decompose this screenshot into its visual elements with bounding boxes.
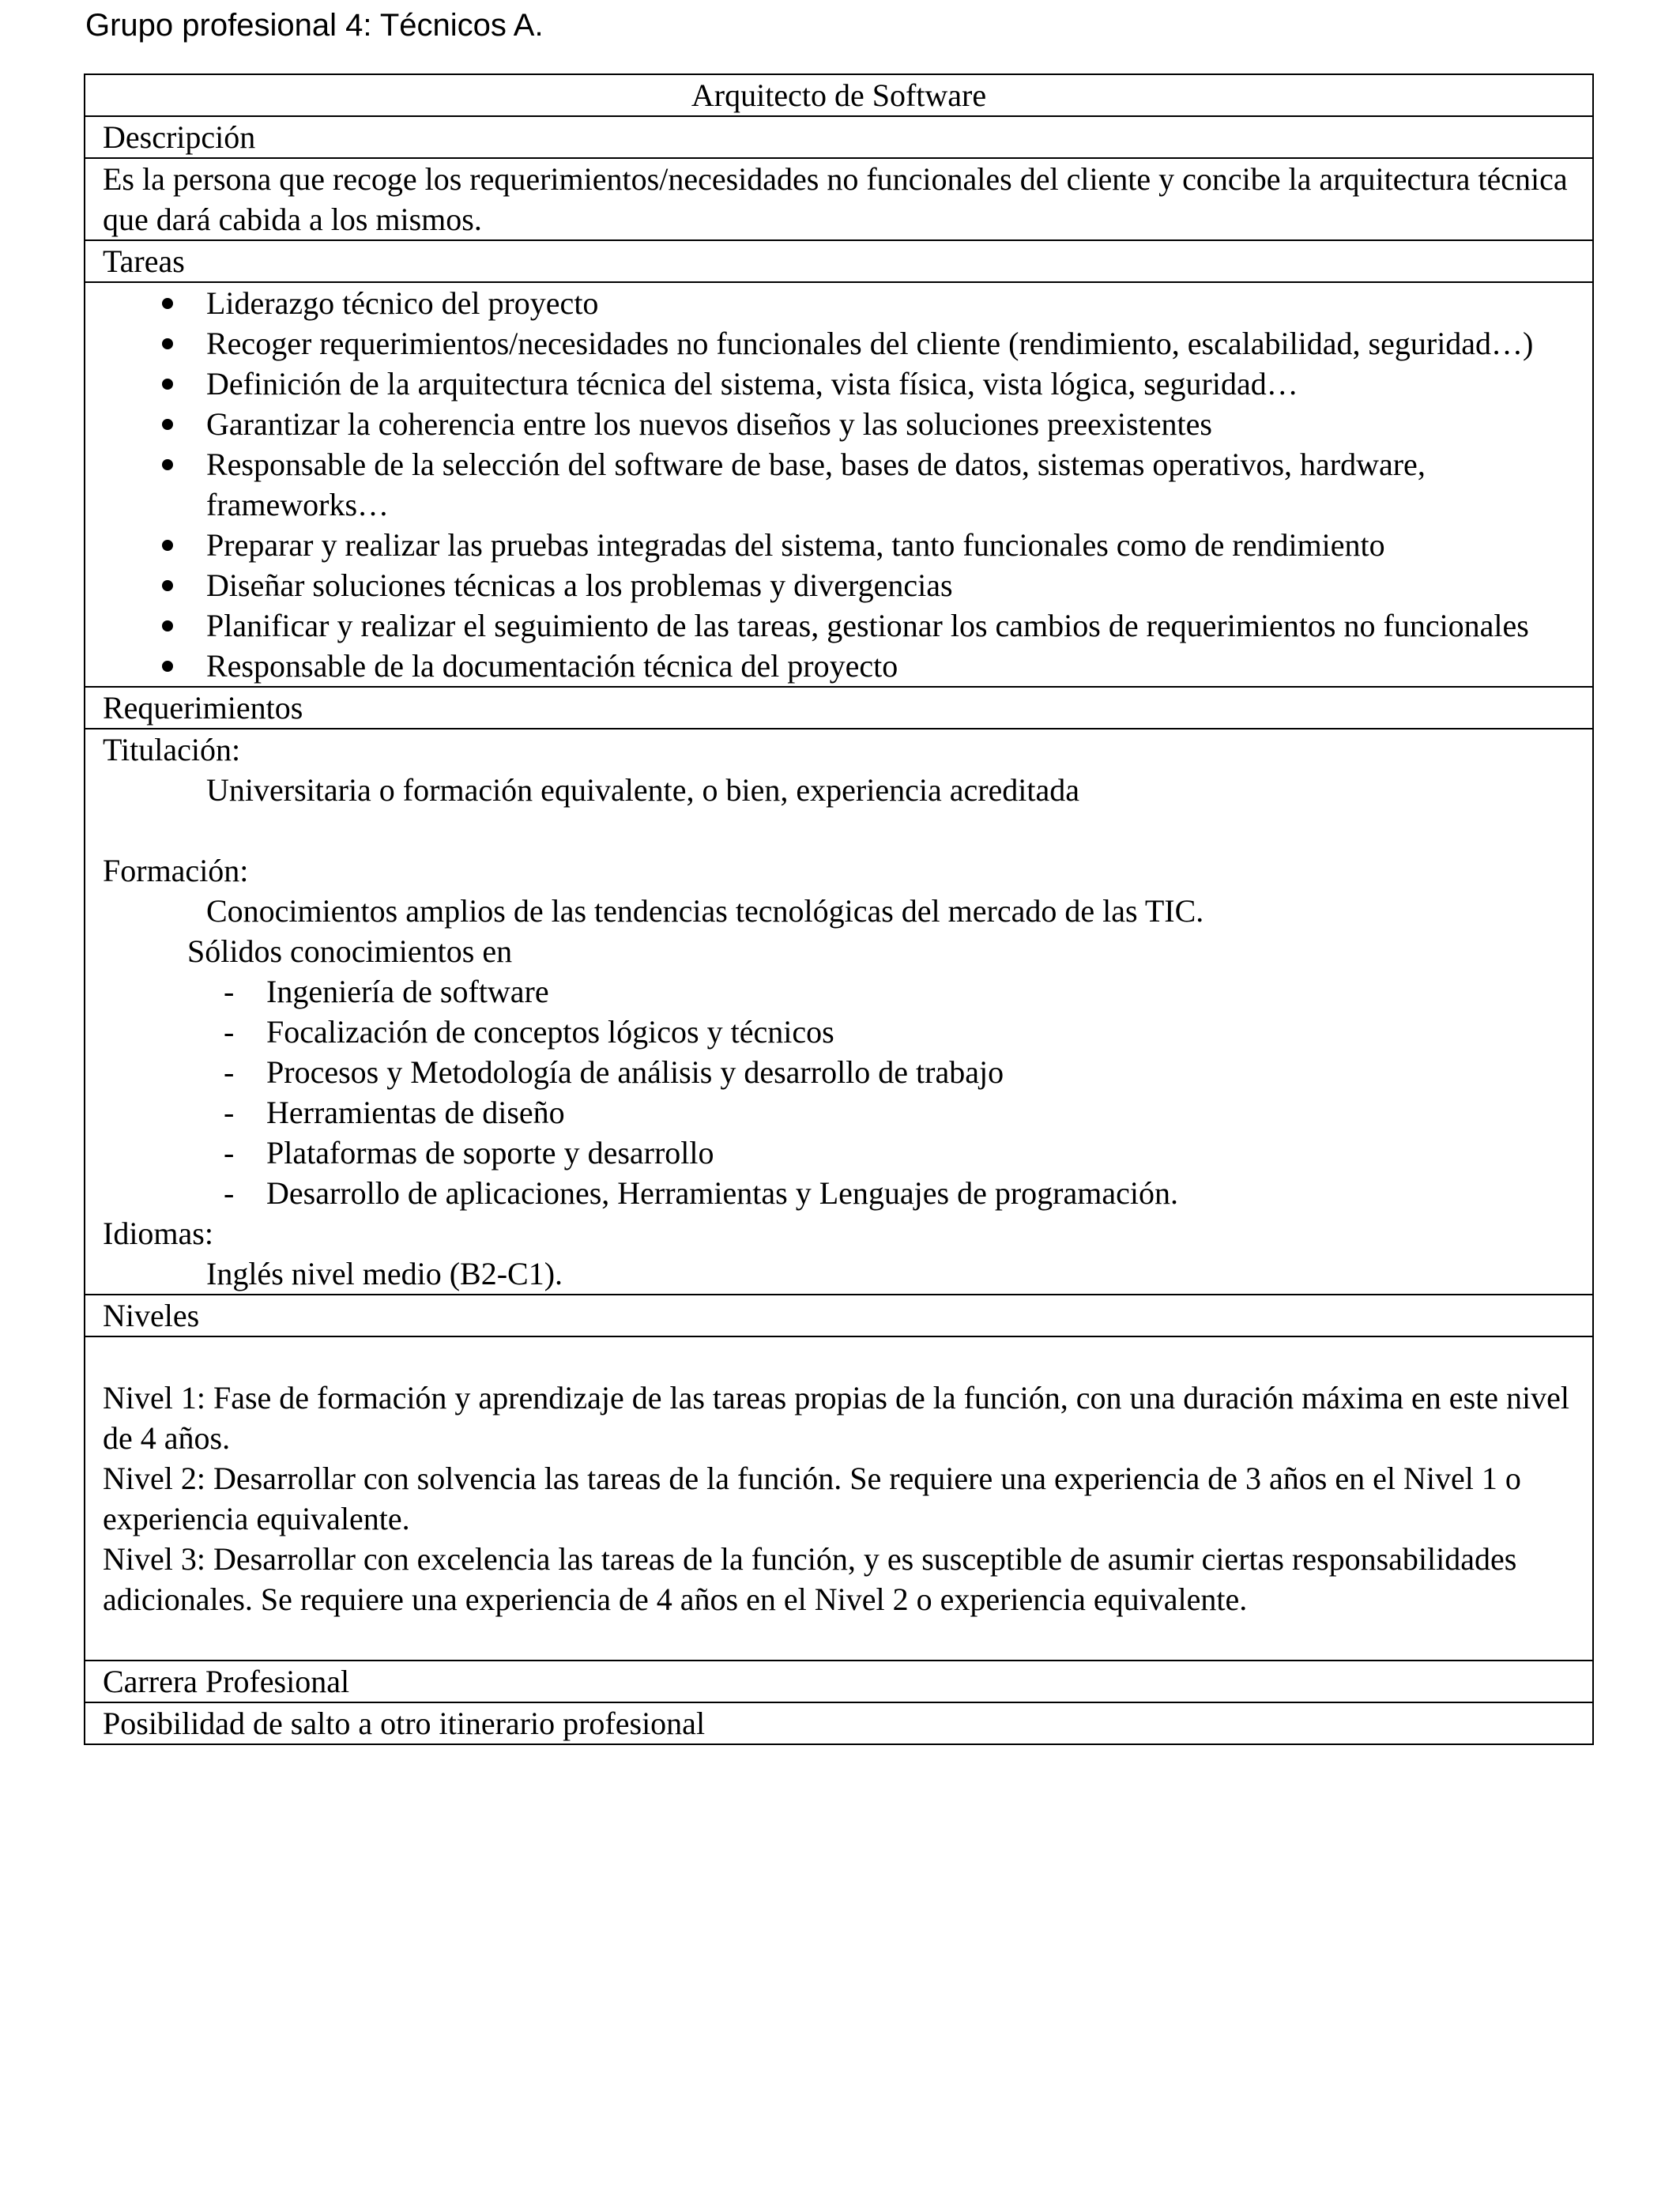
descripcion-text: Es la persona que recoge los requerimientos/necesidades no funcionales del cliente y concibe la arquitectura técnica que dará cabida a los mismos. [103,161,1568,237]
tareas-cell [85,281,1592,686]
dash-marker: - [224,974,235,1009]
descripcion-label: Descripción [85,115,1592,157]
conocimientos-list [103,971,1575,1213]
nivel-text: Nivel 1: Fase de formación y aprendizaje de las tareas propias de la función, con una duración máxima en este nivel de 4 años. [103,1380,1569,1456]
table-title: Arquitecto de Software [691,77,987,113]
spacer [103,810,1575,850]
list-item: Planificar y realizar el seguimiento de las tareas, gestionar los cambios de requerimientos no funcionales [103,605,1575,646]
nivel-text: Nivel 2: Desarrollar con solvencia las tareas de la función. Se requiere una experiencia de 3 años en el Nivel 1 o experiencia equivalente. [103,1461,1521,1536]
page-title: Grupo profesional 4: Técnicos A. [85,8,544,43]
carrera-text: Posibilidad de salto a otro itinerario profesional [85,1702,1592,1744]
tareas-label: Tareas [85,239,1592,281]
list-item: - Ingeniería de software [103,971,1575,1012]
dash-marker: - [224,1175,235,1211]
niveles-label: Niveles [85,1294,1592,1336]
idiomas-text: Inglés nivel medio (B2-C1). [206,1256,563,1291]
list-item: - Plataformas de soporte y desarrollo [103,1133,1575,1173]
solidos-label: Sólidos conocimientos en [187,933,513,969]
bullet-icon [162,580,173,591]
bullet-icon [162,338,173,349]
titulacion-label: Titulación: [103,732,241,767]
bullet-icon [162,419,173,430]
tareas-list [103,283,1575,686]
bullet-icon [162,540,173,551]
bullet-icon [162,620,173,631]
list-item: Recoger requerimientos/necesidades no funcionales del cliente (rendimiento, escalabilidad, seguridad…) [103,323,1575,364]
list-item: - Desarrollo de aplicaciones, Herramientas y Lenguajes de programación. [103,1173,1575,1213]
list-item: Preparar y realizar las pruebas integradas del sistema, tanto funcionales como de rendimiento [103,525,1575,565]
list-item: Responsable de la selección del software de base, bases de datos, sistemas operativos, hardware, frameworks… [103,444,1575,525]
requerimientos-cell [85,728,1592,1294]
list-item: Definición de la arquitectura técnica del sistema, vista física, vista lógica, seguridad… [103,364,1575,404]
bullet-icon [162,661,173,672]
dash-marker: - [224,1054,235,1090]
bullet-icon [162,459,173,470]
dash-marker: - [224,1014,235,1050]
bullet-icon [162,298,173,309]
list-item: - Procesos y Metodología de análisis y desarrollo de trabajo [103,1052,1575,1092]
job-description-table [84,74,1594,1745]
niveles-cell [85,1336,1592,1660]
list-item: - Focalización de conceptos lógicos y técnicos [103,1012,1575,1052]
list-item: Liderazgo técnico del proyecto [103,283,1575,323]
carrera-label: Carrera Profesional [85,1660,1592,1702]
formacion-label: Formación: [103,853,249,888]
list-item: - Herramientas de diseño [103,1092,1575,1133]
nivel-text: Nivel 3: Desarrollar con excelencia las tareas de la función, y es susceptible de asumir ciertas responsabilidades adicionales. Se requiere una experiencia de 4 años en el Nivel 2 o experiencia equivalente. [103,1541,1517,1617]
list-item: Responsable de la documentación técnica del proyecto [103,646,1575,686]
titulacion-text: Universitaria o formación equivalente, o bien, experiencia acreditada [206,772,1080,808]
formacion-text: Conocimientos amplios de las tendencias tecnológicas del mercado de las TIC. [206,893,1204,929]
dash-marker: - [224,1095,235,1130]
list-item: Garantizar la coherencia entre los nuevos diseños y las soluciones preexistentes [103,404,1575,444]
dash-marker: - [224,1135,235,1171]
descripcion-cell [85,157,1592,239]
idiomas-label: Idiomas: [103,1216,213,1251]
bullet-icon [162,379,173,390]
requerimientos-label: Requerimientos [85,686,1592,728]
list-item: Diseñar soluciones técnicas a los problemas y divergencias [103,565,1575,605]
